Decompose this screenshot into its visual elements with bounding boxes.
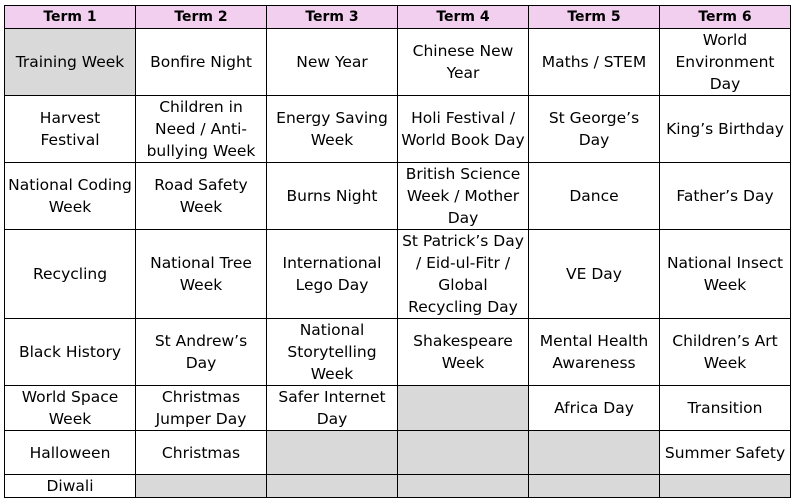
event-cell: National Insect Week — [660, 230, 791, 319]
empty-cell — [529, 475, 660, 498]
empty-cell — [267, 431, 398, 475]
event-cell: Christmas — [136, 431, 267, 475]
event-cell: Summer Safety — [660, 431, 791, 475]
event-cell: Burns Night — [267, 163, 398, 230]
event-cell: International Lego Day — [267, 230, 398, 319]
header-term-1: Term 1 — [5, 6, 136, 29]
empty-cell — [267, 475, 398, 498]
event-cell: National Coding Week — [5, 163, 136, 230]
event-cell: Africa Day — [529, 386, 660, 431]
empty-cell — [398, 431, 529, 475]
header-term-2: Term 2 — [136, 6, 267, 29]
empty-cell — [136, 475, 267, 498]
event-cell: Dance — [529, 163, 660, 230]
event-cell: Black History — [5, 319, 136, 386]
table-row — [5, 431, 791, 475]
event-cell: Chinese New Year — [398, 29, 529, 96]
event-cell: Diwali — [5, 475, 136, 498]
header-row — [5, 6, 791, 29]
event-cell: Transition — [660, 386, 791, 431]
event-cell: Children’s Art Week — [660, 319, 791, 386]
event-cell: Road Safety Week — [136, 163, 267, 230]
event-cell: Shakespeare Week — [398, 319, 529, 386]
event-cell: Mental Health Awareness — [529, 319, 660, 386]
header-term-4: Term 4 — [398, 6, 529, 29]
event-cell: Recycling — [5, 230, 136, 319]
event-cell: World Environment Day — [660, 29, 791, 96]
table-row — [5, 29, 791, 96]
event-cell: Children in Need / Anti-bullying Week — [136, 96, 267, 163]
event-cell: Training Week — [5, 29, 136, 96]
event-cell: National Storytelling Week — [267, 319, 398, 386]
empty-cell — [398, 386, 529, 431]
event-cell: Maths / STEM — [529, 29, 660, 96]
event-cell: St Patrick’s Day / Eid-ul-Fitr / Global Recycling Day — [398, 230, 529, 319]
table-row — [5, 163, 791, 230]
empty-cell — [660, 475, 791, 498]
event-cell: World Space Week — [5, 386, 136, 431]
event-cell: Halloween — [5, 431, 136, 475]
term-events-table — [4, 5, 791, 498]
event-cell: Christmas Jumper Day — [136, 386, 267, 431]
empty-cell — [529, 431, 660, 475]
event-cell: Safer Internet Day — [267, 386, 398, 431]
empty-cell — [398, 475, 529, 498]
event-cell: Father’s Day — [660, 163, 791, 230]
table-row — [5, 319, 791, 386]
table-row — [5, 386, 791, 431]
event-cell: St Andrew’s Day — [136, 319, 267, 386]
event-cell: King’s Birthday — [660, 96, 791, 163]
event-cell: New Year — [267, 29, 398, 96]
event-cell: Harvest Festival — [5, 96, 136, 163]
event-cell: VE Day — [529, 230, 660, 319]
header-term-5: Term 5 — [529, 6, 660, 29]
event-cell: National Tree Week — [136, 230, 267, 319]
event-cell: British Science Week / Mother Day — [398, 163, 529, 230]
table-body — [5, 29, 791, 498]
table-row — [5, 230, 791, 319]
header-term-3: Term 3 — [267, 6, 398, 29]
event-cell: Bonfire Night — [136, 29, 267, 96]
header-term-6: Term 6 — [660, 6, 791, 29]
table-row — [5, 96, 791, 163]
event-cell: Holi Festival / World Book Day — [398, 96, 529, 163]
table-row — [5, 475, 791, 498]
event-cell: St George’s Day — [529, 96, 660, 163]
event-cell: Energy Saving Week — [267, 96, 398, 163]
